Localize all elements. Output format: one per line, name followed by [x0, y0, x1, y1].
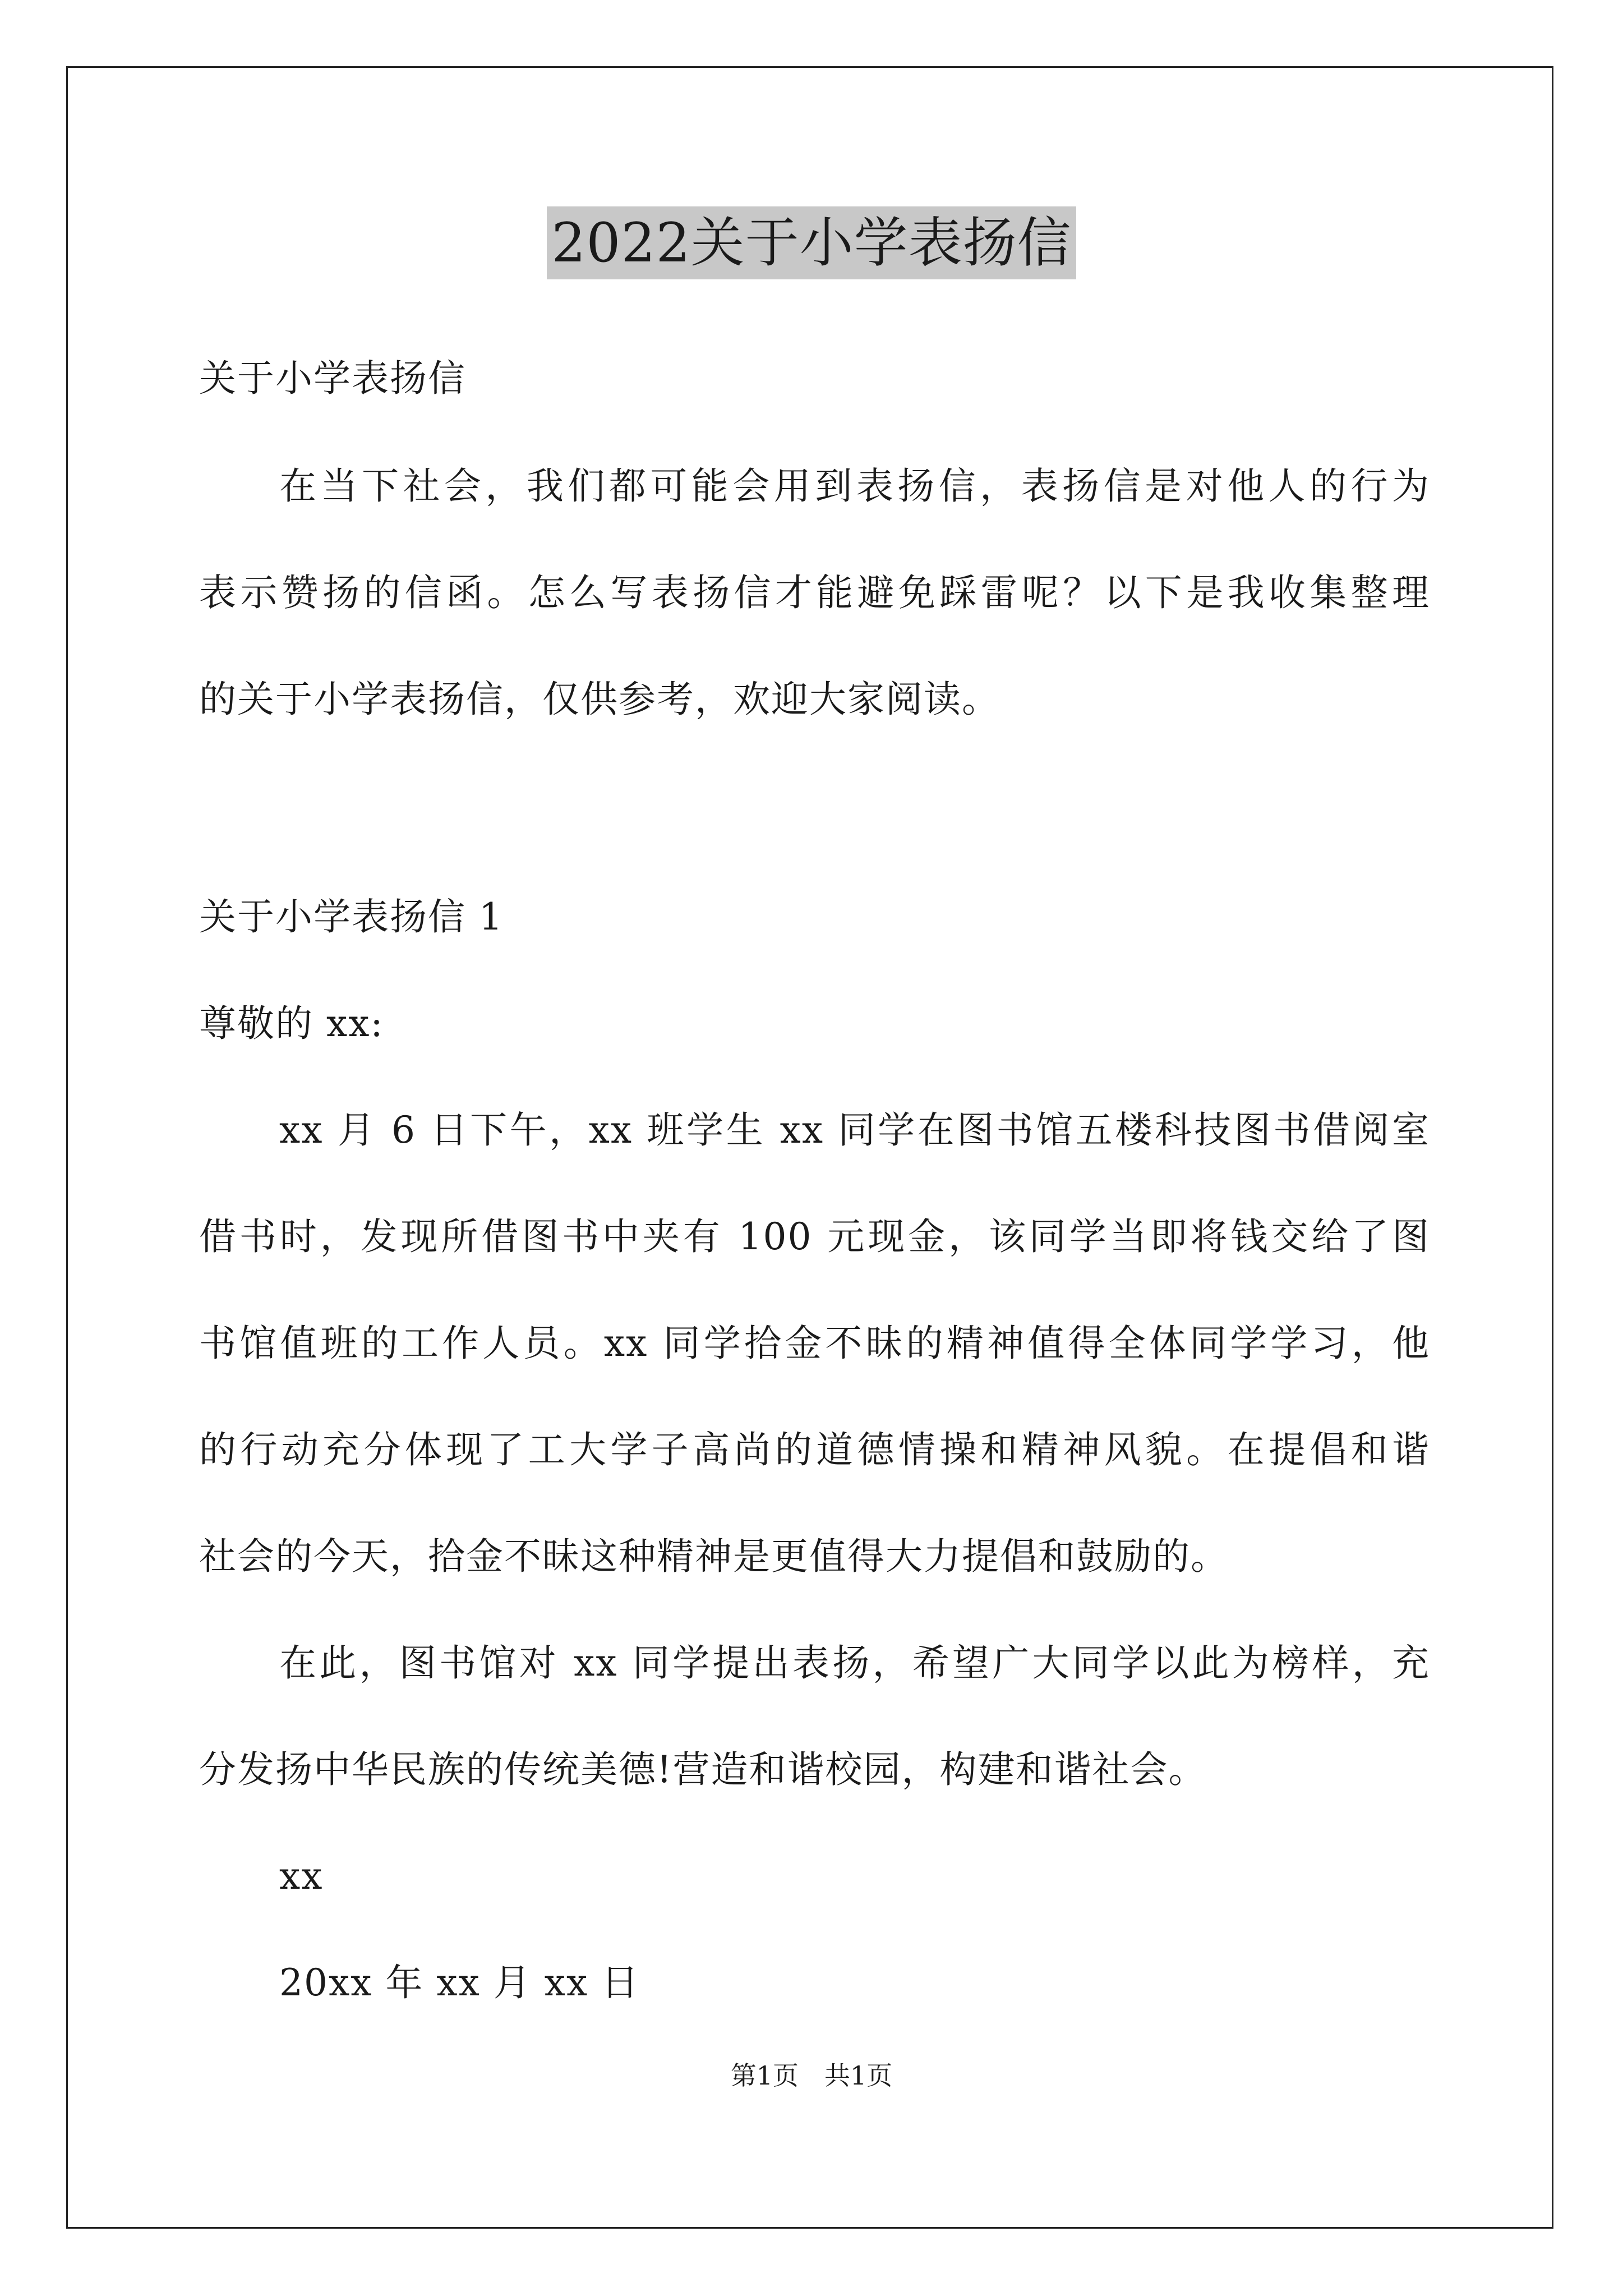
- salutation: 尊敬的 xx:: [199, 1002, 384, 1045]
- page-footer: 第1页 共1页: [730, 2060, 893, 2091]
- paragraph2-line-2: 分发扬中华民族的传统美德!营造和谐校园，构建和谐社会。: [199, 1748, 1207, 1791]
- date-line: 20xx 年 xx 月 xx 日: [279, 1961, 640, 2004]
- intro-line-1: 在当下社会，我们都可能会用到表扬信，表扬信是对他人的行为: [279, 464, 1430, 508]
- document-subtitle: 关于小学表扬信: [199, 357, 466, 400]
- signature: xx: [279, 1855, 324, 1898]
- paragraph1-line-5: 社会的今天，拾金不昧这种精神是更值得大力提倡和鼓励的。: [199, 1535, 1229, 1578]
- paragraph1-line-4: 的行动充分体现了工大学子高尚的道德情操和精神风貌。在提倡和谐: [199, 1428, 1430, 1471]
- intro-line-3: 的关于小学表扬信，仅供参考，欢迎大家阅读。: [199, 678, 1000, 721]
- document-title: [0, 206, 1623, 279]
- paragraph1-line-1: xx 月 6 日下午，xx 班学生 xx 同学在图书馆五楼科技图书借阅室: [279, 1108, 1430, 1152]
- document-title-text: 2022关于小学表扬信: [547, 206, 1076, 279]
- paragraph2-line-1: 在此，图书馆对 xx 同学提出表扬，希望广大同学以此为榜样，充: [279, 1641, 1430, 1685]
- section-heading: 关于小学表扬信 1: [199, 895, 504, 938]
- paragraph1-line-2: 借书时，发现所借图书中夹有 100 元现金，该同学当即将钱交给了图: [199, 1215, 1430, 1258]
- paragraph1-line-3: 书馆值班的工作人员。xx 同学拾金不昧的精神值得全体同学学习，他: [199, 1322, 1430, 1365]
- intro-line-2: 表示赞扬的信函。怎么写表扬信才能避免踩雷呢？以下是我收集整理: [199, 571, 1430, 614]
